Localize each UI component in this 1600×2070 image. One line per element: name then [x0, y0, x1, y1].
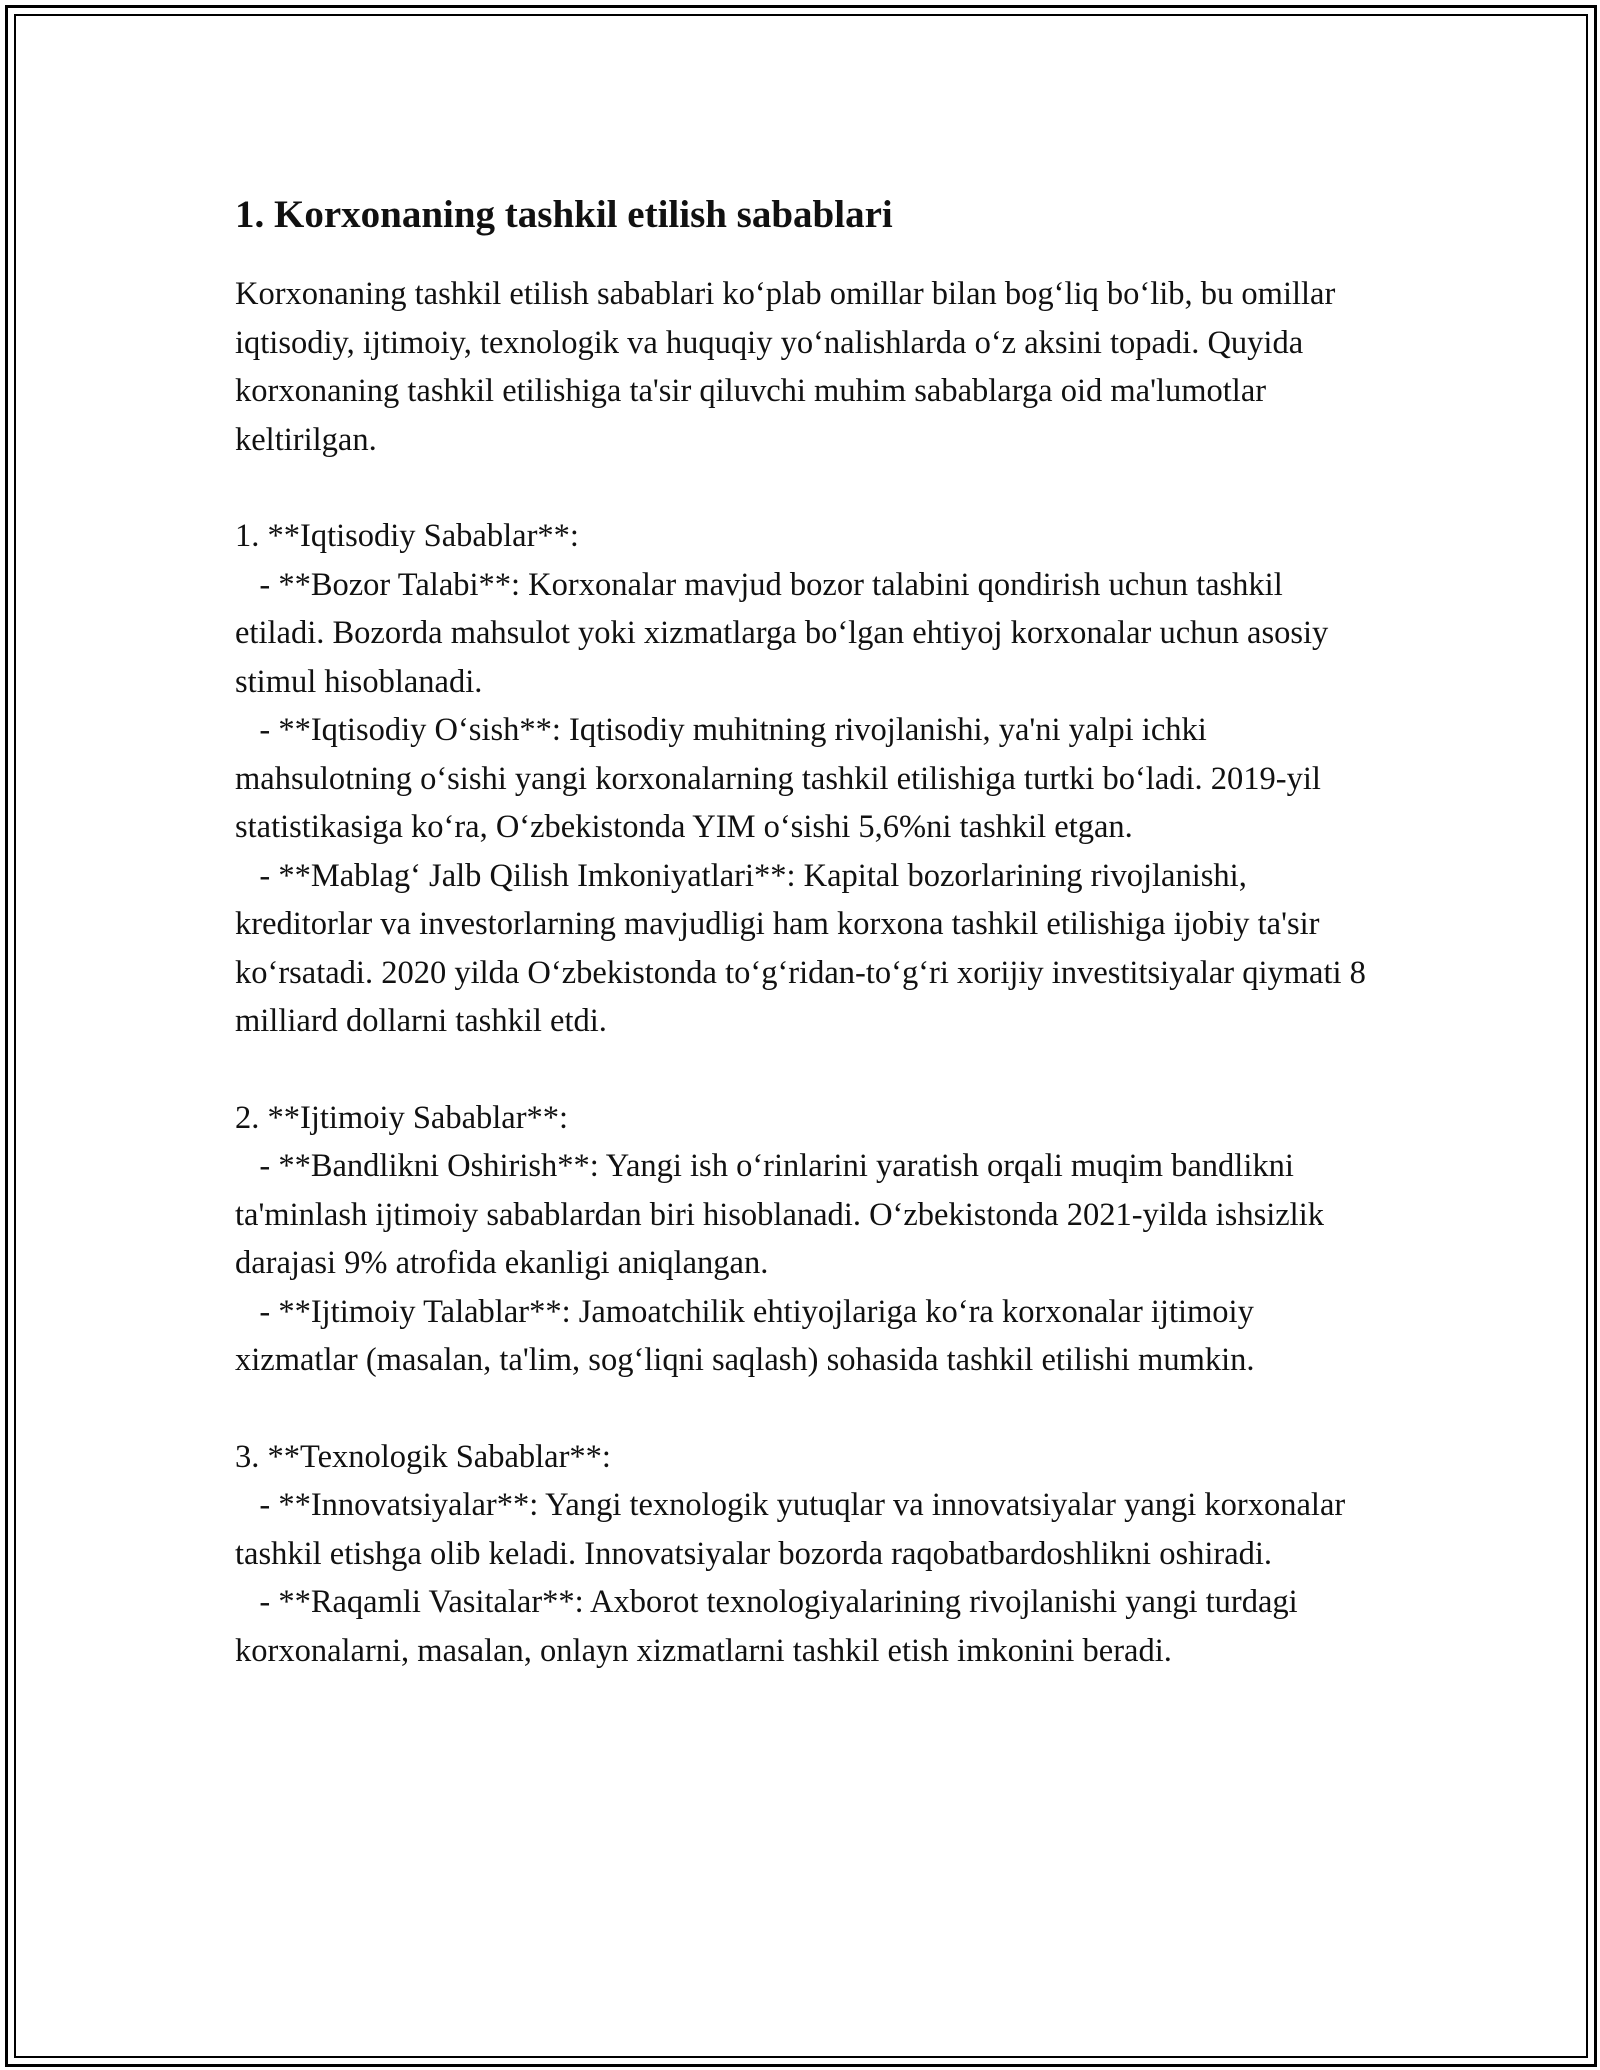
document-title: 1. Korxonaning tashkil etilish sabablari: [235, 193, 893, 236]
section-technological: [235, 1433, 1370, 1676]
list-item: - **Bandlikni Oshirish**: Yangi ish oʻrinlarini yaratish orqali muqim bandlikni ta'minlash ijtimoiy sabablardan biri hisoblanadi. Oʻzbekistonda 2021-yilda ishsizlik darajasi 9% atrofida ekanligi aniqlangan.: [235, 1148, 1324, 1281]
list-item: - **Raqamli Vasitalar**: Axborot texnologiyalarining rivojlanishi yangi turdagi korxonalarni, masalan, onlayn xizmatlarni tashkil etish imkonini beradi.: [235, 1584, 1298, 1669]
section-heading: 2. **Ijtimoiy Sabablar**:: [235, 1099, 569, 1136]
section-heading: 3. **Texnologik Sabablar**:: [235, 1438, 611, 1475]
section-economic: [235, 512, 1370, 1046]
list-item: - **Iqtisodiy Oʻsish**: Iqtisodiy muhitning rivojlanishi, ya'ni yalpi ichki mahsulotning oʻsishi yangi korxonalarning tashkil etilishiga turtki boʻladi. 2019-yil statistikasiga koʻra, Oʻzbekistonda YIM oʻsishi 5,6%ni tashkil etgan.: [235, 712, 1321, 845]
section-social: [235, 1094, 1370, 1385]
document-body: [235, 190, 1370, 1723]
list-item: - **Ijtimoiy Talablar**: Jamoatchilik ehtiyojlariga koʻra korxonalar ijtimoiy xizmatlar (masalan, ta'lim, sogʻliqni saqlash) sohasida tashkil etilishi mumkin.: [235, 1293, 1255, 1378]
section-heading: 1. **Iqtisodiy Sabablar**:: [235, 518, 579, 554]
intro-paragraph: Korxonaning tashkil etilish sabablari koʻplab omillar bilan bogʻliq boʻlib, bu omillar iqtisodiy, ijtimoiy, texnologik va huquqiy yoʻnalishlarda oʻz aksini topadi. Quyida korxonaning tashkil etilishiga ta'sir qiluvchi muhim sabablarga oid ma'lumotlar keltirilgan.: [235, 276, 1336, 458]
list-item: - **Innovatsiyalar**: Yangi texnologik yutuqlar va innovatsiyalar yangi korxonalar tashkil etishga olib keladi. Innovatsiyalar bozorda raqobatbardoshlikni oshiradi.: [235, 1487, 1346, 1572]
list-item: - **Mablagʻ Jalb Qilish Imkoniyatlari**: Kapital bozorlarining rivojlanishi, kreditorlar va investorlarning mavjudligi ham korxona tashkil etilishiga ijobiy ta'sir koʻrsatadi. 2020 yilda Oʻzbekistonda toʻgʻridan-toʻgʻri xorijiy investitsiyalar qiymati 8 milliard dollarni tashkil etdi.: [235, 857, 1366, 1039]
list-item: - **Bozor Talabi**: Korxonalar mavjud bozor talabini qondirish uchun tashkil etiladi. Bozorda mahsulot yoki xizmatlarga boʻlgan ehtiyoj korxonalar uchun asosiy stimul hisoblanadi.: [235, 566, 1329, 700]
